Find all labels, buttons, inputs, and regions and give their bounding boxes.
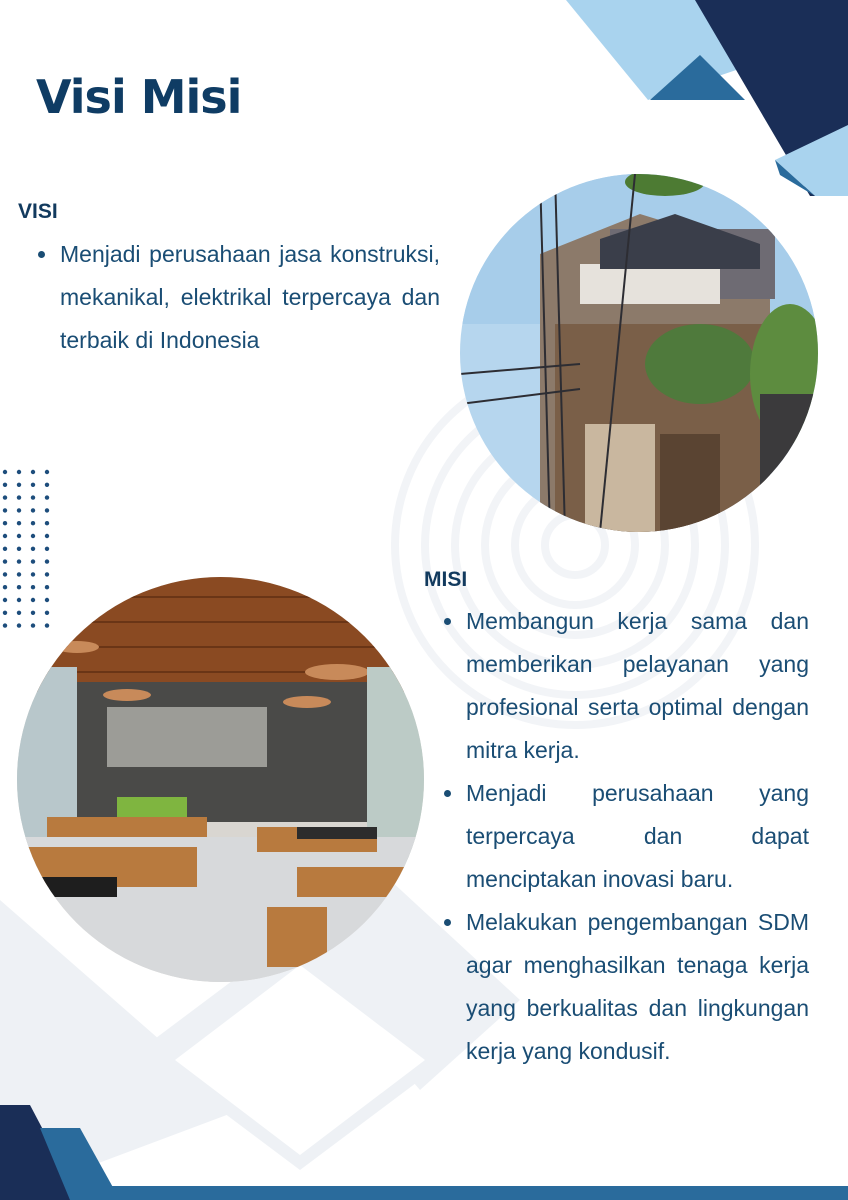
misi-item: Melakukan pengembangan SDM agar menghasilkan tenaga kerja yang berkualitas dan lingkungan kerja yang kondusif. bbox=[466, 901, 809, 1073]
page-title: Visi Misi bbox=[36, 70, 242, 124]
dot-pattern bbox=[3, 470, 49, 628]
visi-list bbox=[60, 233, 440, 362]
misi-list bbox=[466, 600, 809, 1073]
misi-item: Menjadi perusahaan yang terpercaya dan dapat menciptakan inovasi baru. bbox=[466, 772, 809, 901]
building-photo bbox=[460, 174, 818, 532]
visi-heading: VISI bbox=[18, 200, 58, 223]
bottom-bar bbox=[108, 1186, 848, 1200]
misi-heading: MISI bbox=[424, 568, 468, 591]
misi-item: Membangun kerja sama dan memberikan pelayanan yang profesional serta optimal dengan mitra kerja. bbox=[466, 600, 809, 772]
restaurant-interior-photo bbox=[17, 577, 424, 982]
visi-item: Menjadi perusahaan jasa konstruksi, mekanikal, elektrikal terpercaya dan terbaik di Indonesia bbox=[60, 233, 440, 362]
